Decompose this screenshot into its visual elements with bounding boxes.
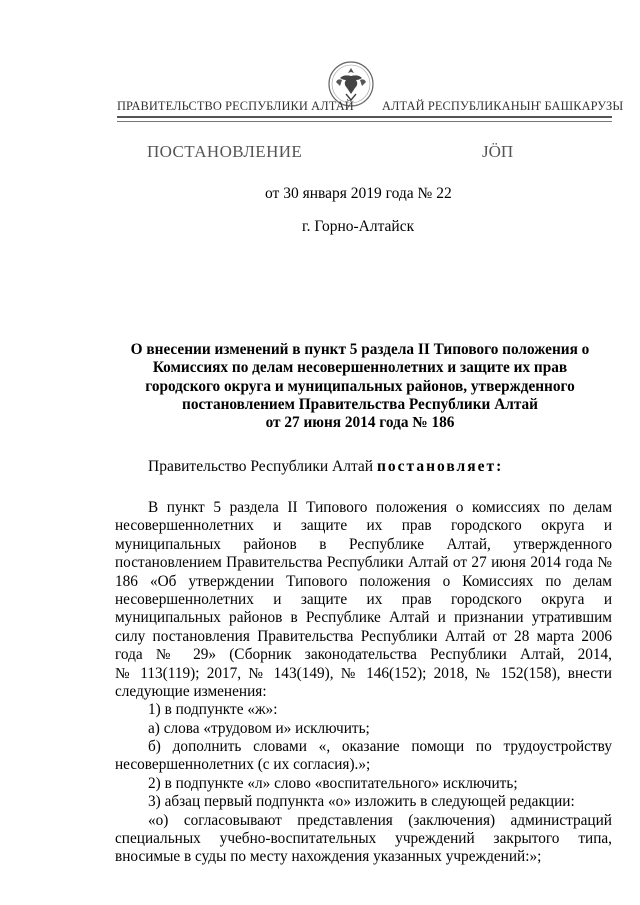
body-line: В пункт 5 раздела II Типового положения о комиссиях по делам <box>148 499 612 516</box>
preamble <box>148 458 503 476</box>
header-rule-thin <box>117 121 612 122</box>
title-line: городского округа и муниципальных районов, утвержденного <box>145 377 575 395</box>
body-line: несовершеннолетних и защите их прав городского округа и <box>115 517 612 535</box>
body-line: несовершеннолетних (с их согласия).»; <box>115 756 371 774</box>
body-line: вносимые в суды по месту нахождения указанных учреждений:»; <box>115 848 542 866</box>
decree-title <box>110 341 610 432</box>
list-item: а) слова «трудовом и» исключить; <box>148 719 370 737</box>
body-line: № 113(119); 2017, № 143(149), № 146(152); 2018, № 152(158), внести <box>115 664 612 682</box>
body-line: следующие изменения: <box>115 682 267 700</box>
body-line: силу постановления Правительства Республики Алтай от 28 марта 2006 <box>115 627 612 645</box>
body-line: специальных учебно-воспитательных учреждений закрытого типа, <box>115 830 612 848</box>
decree-type-altai: JÖП <box>482 142 514 161</box>
body-line: года № 29» (Сборник законодательства Республики Алтай, 2014, <box>115 646 612 664</box>
body-line: муниципальных районов в Республике Алтай, утвержденного <box>115 535 612 553</box>
quoted-paragraph: «о) согласовывают представления (заключения) администраций <box>148 811 612 829</box>
org-name-russian: ПРАВИТЕЛЬСТВО РЕСПУБЛИКИ АЛТАЙ <box>117 99 354 113</box>
preamble-text: Правительство Республики Алтай <box>148 458 377 475</box>
body-line: муниципальных районов в Республике Алтай и признании утратившим <box>115 609 612 627</box>
list-item: 1) в подпункте «ж»: <box>148 701 278 719</box>
list-item: б) дополнить словами «, оказание помощи по трудоустройству <box>148 738 612 756</box>
title-line: О внесении изменений в пункт 5 раздела II Типового положения о <box>130 341 590 358</box>
list-item: 2) в подпункте «л» слово «воспитательного» исключить; <box>148 774 518 792</box>
title-line: постановлением Правительства Республики Алтай <box>182 395 538 413</box>
decree-body <box>115 499 612 867</box>
header-rule <box>117 116 612 118</box>
body-line: 186 «Об утверждении Типового положения о Комиссиях по делам <box>115 572 612 590</box>
decree-date-number: от 30 января 2019 года № 22 <box>265 185 452 202</box>
preamble-verb: постановляет: <box>376 458 504 475</box>
title-line: Комиссиях по делам несовершеннолетних и защите их прав <box>152 359 568 377</box>
decree-city: г. Горно-Алтайск <box>302 218 415 235</box>
org-name-altai: АЛТАЙ РЕСПУБЛИКАНЫҤ БАШКАРУЗЫ <box>382 99 624 113</box>
title-line: от 27 июня 2014 года № 186 <box>265 414 455 432</box>
decree-type-russian: ПОСТАНОВЛЕНИЕ <box>147 142 303 161</box>
body-line: постановлением Правительства Республики Алтай от 27 июня 2014 года № <box>115 554 612 572</box>
list-item: 3) абзац первый подпункта «о» изложить в следующей редакции: <box>148 793 575 811</box>
body-line: несовершеннолетних и защите их прав городского округа и <box>115 590 612 608</box>
